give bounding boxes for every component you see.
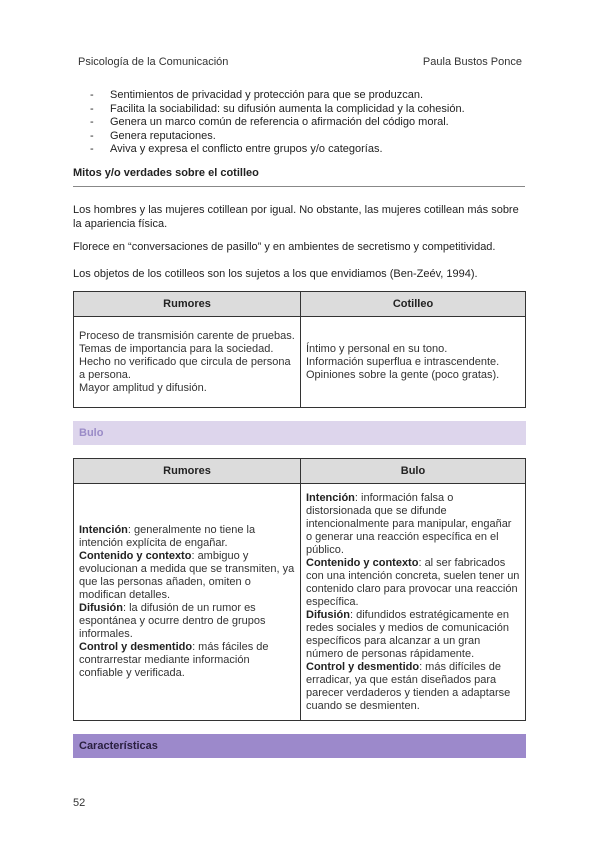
column-header: Rumores [74, 292, 301, 317]
paragraph: Los objetos de los cotilleos son los sujetos a los que envidiamos (Ben-Zeév, 1994). [73, 268, 478, 280]
entry-term: Intención [306, 491, 355, 504]
section-band-caracteristicas: Características [73, 734, 526, 758]
table-cell-cotilleo [301, 317, 526, 408]
cell-line: Hecho no verificado que circula de persona a persona. [79, 355, 291, 381]
divider [73, 186, 525, 187]
entry-term: Contenido y contexto [306, 556, 419, 569]
entry-term: Difusión [79, 602, 123, 614]
header-course-title: Psicología de la Comunicación [78, 56, 229, 68]
cell-line: Proceso de transmisión carente de pruebas. [79, 329, 295, 342]
paragraph: Florece en “conversaciones de pasillo” y en ambientes de secretismo y competitividad. [73, 241, 496, 253]
entry-text: : más difíciles de erradicar, ya que están diseñados para parecer verdaderos y tienden a adaptarse cuando se desmienten. [306, 660, 511, 712]
entry-text: : la difusión de un rumor es espontánea y ocurre dentro de grupos informales. [79, 602, 266, 640]
entry-term: Contenido y contexto [79, 550, 192, 562]
entry-text: : información falsa o distorsionada que se difunde intencionalmente para manipular, engañar o generar una reacción específica en el público. [306, 491, 512, 556]
table-cell-rumores [74, 484, 301, 721]
list-item: - Genera reputaciones. [90, 130, 465, 144]
header-author: Paula Bustos Ponce [422, 56, 522, 68]
entry-text: : ambiguo y evolucionan a medida que se transmiten, ya que las personas añaden, omiten o modifican detalles. [79, 550, 295, 601]
cell-line: Información superflua e intrascendente. [306, 355, 500, 368]
column-header: Rumores [74, 459, 301, 484]
list-item: - Sentimientos de privacidad y protección para que se produzcan. [90, 89, 465, 103]
section-band-bulo: Bulo [73, 421, 526, 445]
entry-text: : más fáciles de contrarrestar mediante información confiable y verificada. [79, 641, 269, 679]
cell-line: Mayor amplitud y difusión. [79, 381, 207, 394]
rumores-bulo-table [73, 458, 526, 721]
list-item: - Facilita la sociabilidad: su difusión aumenta la complicidad y la cohesión. [90, 103, 465, 117]
entry-term: Intención [79, 524, 128, 536]
cell-entry [79, 550, 295, 602]
cell-line: Opiniones sobre la gente (poco gratas). [306, 368, 500, 381]
entry-text: : difundidos estratégicamente en redes sociales y medios de comunicación específicos para alcanzar a un gran número de personas rápidamente. [306, 608, 509, 660]
page-number: 52 [73, 797, 86, 809]
entry-term: Difusión [306, 608, 350, 621]
function-list [90, 89, 465, 157]
column-header: Bulo [301, 459, 526, 484]
cell-entry [306, 557, 520, 609]
cell-line: Íntimo y personal en su tono. [306, 342, 448, 355]
cell-line: Temas de importancia para la sociedad. [79, 342, 274, 355]
cell-entry [306, 661, 520, 713]
table-cell-bulo [301, 484, 526, 721]
cell-entry [306, 609, 520, 661]
entry-text: : generalmente no tiene la intención explícita de engañar. [79, 524, 256, 549]
entry-term: Control y desmentido [79, 641, 193, 653]
column-header: Cotilleo [301, 292, 526, 317]
paragraph: Los hombres y las mujeres cotillean por igual. No obstante, las mujeres cotillean más sobre la apariencia física. [73, 204, 519, 230]
rumores-cotilleo-table [73, 291, 526, 408]
section-title: Mitos y/o verdades sobre el cotilleo [73, 167, 259, 179]
list-item: - Genera un marco común de referencia o afirmación del código moral. [90, 116, 465, 130]
list-item: - Aviva y expresa el conflicto entre grupos y/o categorías. [90, 143, 465, 157]
cell-entry [306, 492, 520, 557]
entry-term: Control y desmentido [306, 660, 420, 673]
table-cell-rumores [74, 317, 301, 408]
entry-text: : al ser fabricados con una intención concreta, suelen tener un contenido claro para provocar una reacción específica. [306, 556, 520, 608]
cell-entry [79, 524, 295, 550]
cell-entry [79, 641, 295, 680]
cell-entry [79, 602, 295, 641]
